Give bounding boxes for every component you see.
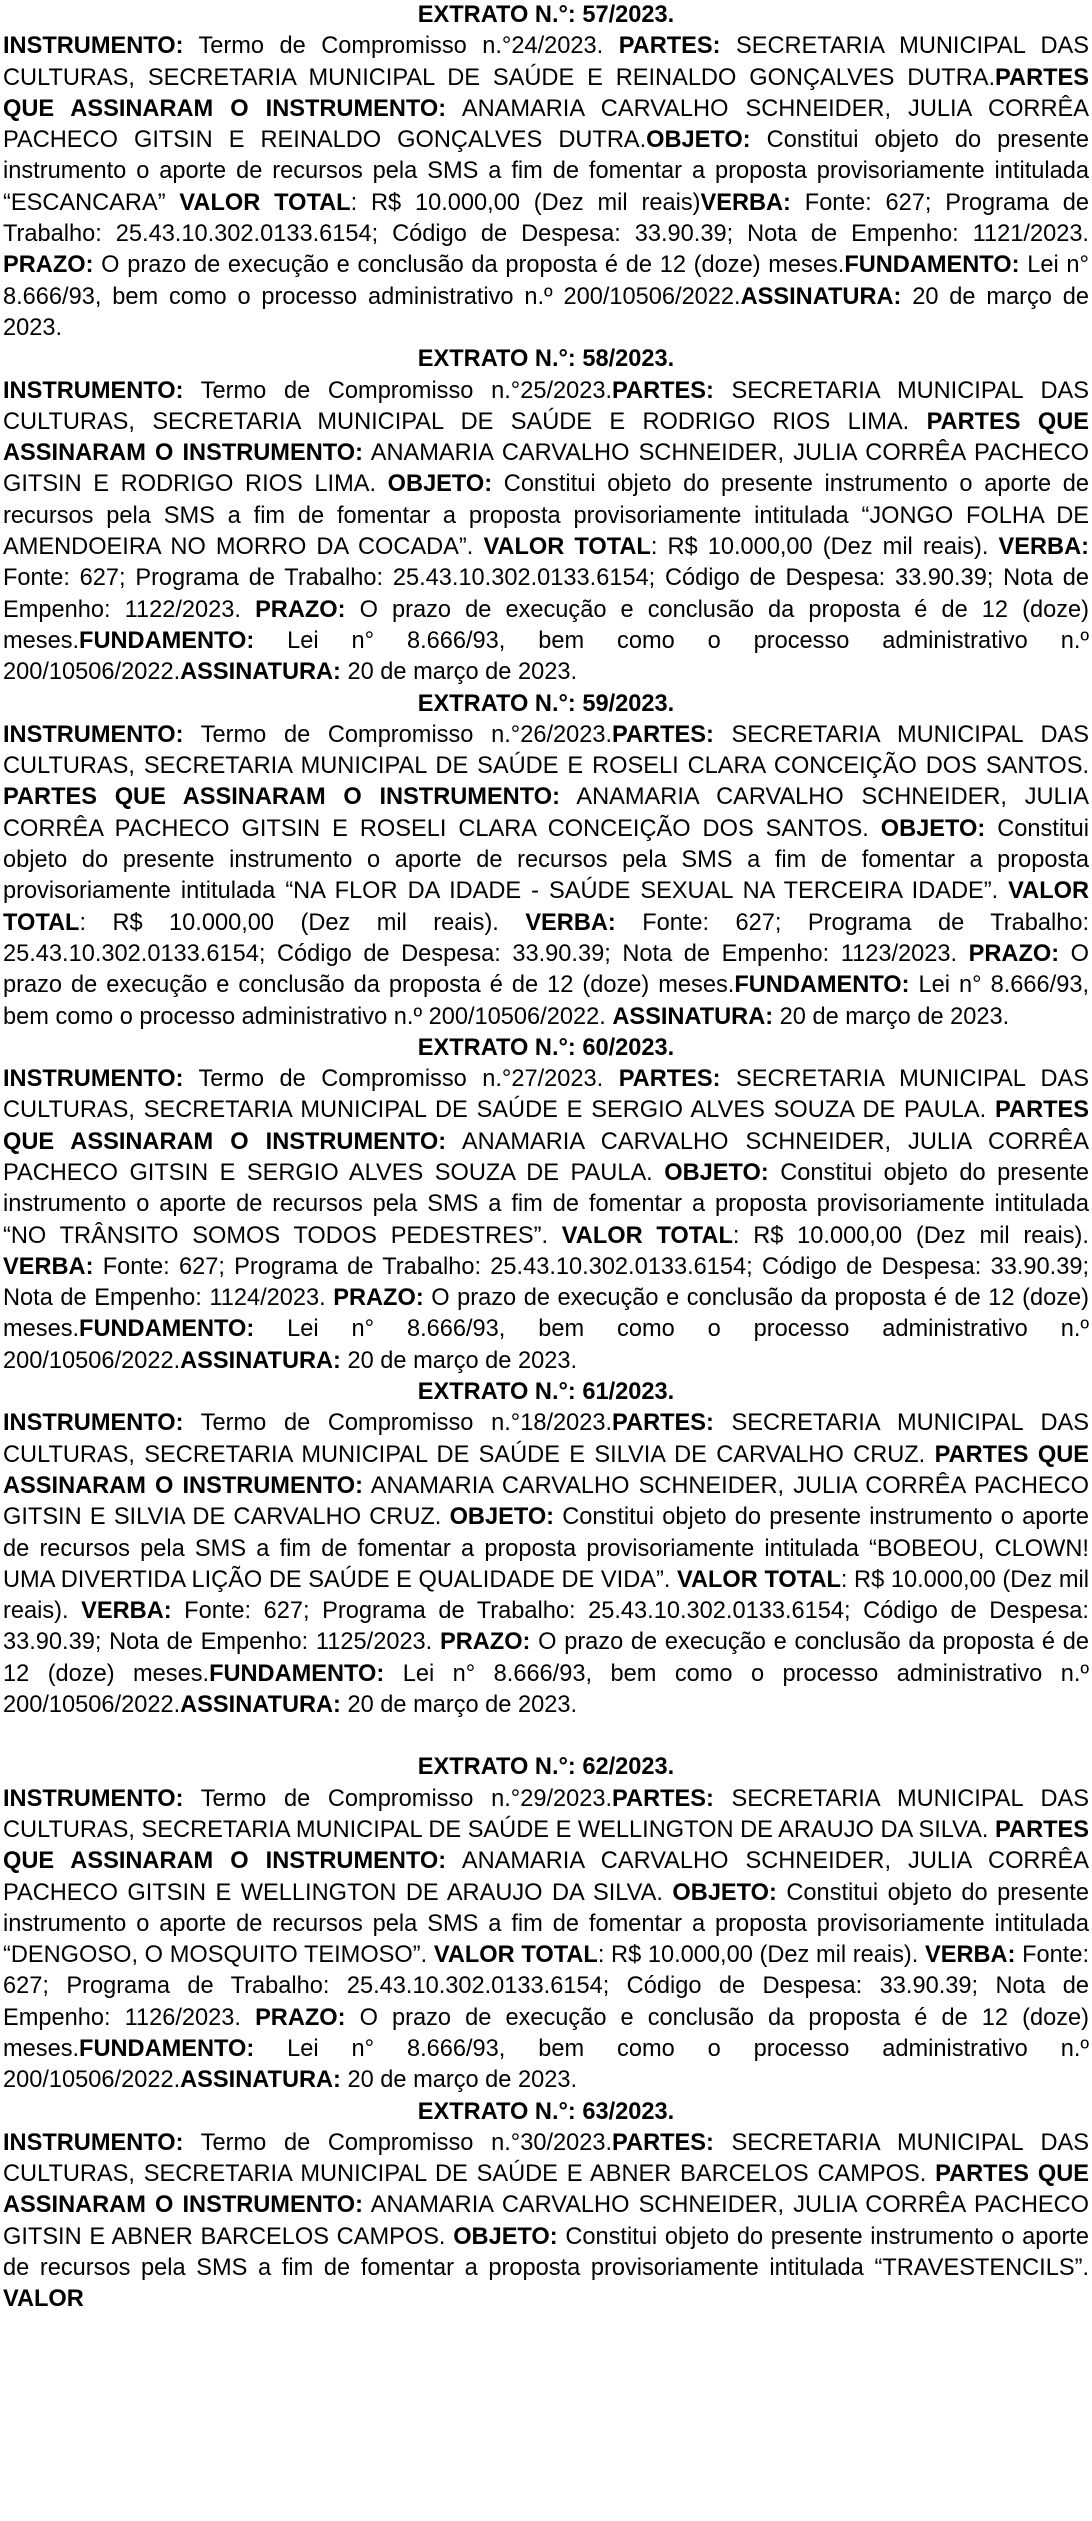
field-text: Lei n° 8.666/93, bem como o processo administrativo n.º 200/10506/2022. xyxy=(3,1316,1089,1374)
field-text: Fonte: 627; Programa de Trabalho: 25.43.10.302.0133.6154; Código de Despesa: 33.90.39; Nota de Empenho: 1122/2023. xyxy=(3,565,1089,623)
field-text: Fonte: 627; Programa de Trabalho: 25.43.10.302.0133.6154; Código de Despesa: 33.90.39; Nota de Empenho: 1126/2023. xyxy=(3,1942,1090,2031)
field-label: OBJETO: xyxy=(672,1879,777,1906)
field-label: PRAZO: xyxy=(255,2004,346,2031)
field-label: PARTES QUE ASSINARAM O INSTRUMENTO: xyxy=(3,1816,1089,1875)
field-label: PRAZO: xyxy=(968,940,1060,967)
field-text: SECRETARIA MUNICIPAL DAS CULTURAS, SECRETARIA MUNICIPAL DE SAÚDE E REINALDO GONÇALVES DUTRA. xyxy=(3,33,1089,91)
field-text: Constitui objeto do presente instrumento o aporte de recursos pela SMS a fim de fomentar a proposta provisoriamente intitulada “ESCANCARA” xyxy=(3,127,1089,216)
field-label: VALOR TOTAL xyxy=(483,534,651,561)
field-label: PARTES QUE ASSINARAM O INSTRUMENTO: xyxy=(3,784,560,811)
field-text: Lei n° 8.666/93, bem como o processo administrativo n.º 200/10506/2022. xyxy=(3,2036,1089,2094)
field-label: PARTES QUE ASSINARAM O INSTRUMENTO: xyxy=(3,408,1089,467)
field-label: PARTES: xyxy=(612,1410,714,1437)
field-text: Termo de Compromisso n.°30/2023. xyxy=(183,2129,613,2156)
field-text: Lei n° 8.666/93, bem como o processo administrativo n.º 200/10506/2022. xyxy=(3,252,1089,310)
field-label: ASSINATURA: xyxy=(180,2067,341,2094)
extrato-title: EXTRATO N.°: 61/2023. xyxy=(417,1379,675,1406)
extrato-title: EXTRATO N.°: 57/2023. xyxy=(417,2,675,28)
extrato-57 xyxy=(3,0,1089,344)
field-label: OBJETO: xyxy=(880,815,986,842)
field-text: Fonte: 627; Programa de Trabalho: 25.43.10.302.0133.6154; Código de Despesa: 33.90.39; Nota de Empenho: 1124/2023. xyxy=(3,1253,1089,1312)
field-label: PARTES QUE ASSINARAM O INSTRUMENTO: xyxy=(3,64,1089,122)
extrato-body xyxy=(3,720,1089,1033)
field-text: SECRETARIA MUNICIPAL DAS CULTURAS, SECRETARIA MUNICIPAL DE SAÚDE E ROSELI CLARA CONCEIÇÃO DOS SANTOS. xyxy=(3,721,1089,780)
extrato-body xyxy=(3,1064,1089,1377)
field-text: Constitui objeto do presente instrumento o aporte de recursos pela SMS a fim de fomentar a proposta provisoriamente intitulada “JONGO FOLHA DE AMENDOEIRA NO MORRO DA COCADA”. xyxy=(3,471,1089,561)
field-text: Termo de Compromisso n.°27/2023. xyxy=(183,1066,619,1093)
field-label: PARTES: xyxy=(612,721,714,748)
field-text: Fonte: 627; Programa de Trabalho: 25.43.10.302.0133.6154; Código de Despesa: 33.90.39; Nota de Empenho: 1123/2023. xyxy=(3,909,1090,967)
field-text: Fonte: 627; Programa de Trabalho: 25.43.10.302.0133.6154; Código de Despesa: 33.90.39; Nota de Empenho: 1121/2023. xyxy=(3,189,1089,248)
field-label: ASSINATURA: xyxy=(180,1692,341,1719)
field-label: INSTRUMENTO: xyxy=(3,1410,184,1437)
field-label: VERBA: xyxy=(700,189,791,216)
field-text: 20 de março de 2023. xyxy=(340,1692,578,1719)
field-label: FUNDAMENTO: xyxy=(79,627,255,654)
field-text: 20 de março de 2023. xyxy=(340,659,578,686)
field-label: INSTRUMENTO: xyxy=(3,1066,184,1093)
field-label: VERBA: xyxy=(81,1598,172,1625)
field-text: Constitui objeto do presente instrumento o aporte de recursos pela SMS a fim de fomentar a proposta provisoriamente intitulada “DENGOSO, O MOSQUITO TEIMOSO”. xyxy=(3,1879,1089,1969)
field-text: ANAMARIA CARVALHO SCHNEIDER, JULIA CORRÊA PACHECO GITSIN E WELLINGTON DE ARAUJO DA SILVA. xyxy=(3,1848,1089,1906)
field-text: Termo de Compromisso n.°24/2023. xyxy=(183,33,619,60)
extrato-59 xyxy=(3,689,1089,1033)
extrato-body xyxy=(3,1408,1089,1721)
field-text: ANAMARIA CARVALHO SCHNEIDER, JULIA CORRÊA PACHECO GITSIN E ABNER BARCELOS CAMPOS. xyxy=(3,2192,1089,2250)
field-label: INSTRUMENTO: xyxy=(3,1785,184,1812)
field-text: SECRETARIA MUNICIPAL DAS CULTURAS, SECRETARIA MUNICIPAL DE SAÚDE E ABNER BARCELOS CAMPOS. xyxy=(3,2129,1089,2188)
field-label: INSTRUMENTO: xyxy=(3,33,184,60)
extrato-body xyxy=(3,2128,1089,2316)
field-text: Constitui objeto do presente instrumento o aporte de recursos pela SMS a fim de fomentar a proposta provisoriamente intitulada “TRAVESTENCILS”. xyxy=(3,2223,1089,2282)
extrato-title: EXTRATO N.°: 60/2023. xyxy=(417,1034,675,1061)
extrato-60 xyxy=(3,1033,1089,1377)
field-label: VERBA: xyxy=(525,909,616,936)
field-label: FUNDAMENTO: xyxy=(79,2036,255,2062)
field-text: 20 de março de 2023. xyxy=(340,2067,578,2094)
field-text: Lei n° 8.666/93, bem como o processo administrativo n.º 200/10506/2022. xyxy=(3,1660,1089,1719)
field-text: Lei n° 8.666/93, bem como o processo administrativo n.º 200/10506/2022. xyxy=(3,972,1089,1030)
field-label: ASSINATURA: xyxy=(612,1003,774,1030)
field-text: 20 de março de 2023. xyxy=(3,283,1089,341)
field-label: OBJETO: xyxy=(453,2223,558,2250)
extrato-title: EXTRATO N.°: 58/2023. xyxy=(417,346,675,373)
field-text: ANAMARIA CARVALHO SCHNEIDER, JULIA CORRÊA PACHECO GITSIN E SILVIA DE CARVALHO CRUZ. xyxy=(3,1472,1089,1531)
field-label: VALOR TOTAL xyxy=(433,1942,598,1969)
field-label: VALOR TOTAL xyxy=(677,1566,841,1593)
field-text: Termo de Compromisso n.°29/2023. xyxy=(183,1785,613,1812)
extrato-58 xyxy=(3,344,1089,688)
field-text: SECRETARIA MUNICIPAL DAS CULTURAS, SECRETARIA MUNICIPAL DE SAÚDE E SERGIO ALVES SOUZA DE PAULA. xyxy=(3,1066,1089,1124)
field-text: Fonte: 627; Programa de Trabalho: 25.43.10.302.0133.6154; Código de Despesa: 33.90.39; Nota de Empenho: 1125/2023. xyxy=(3,1598,1089,1656)
field-text: : R$ 10.000,00 (Dez mil reais). xyxy=(650,534,999,561)
field-text: SECRETARIA MUNICIPAL DAS CULTURAS, SECRETARIA MUNICIPAL DE SAÚDE E WELLINGTON DE ARAUJO DA SILVA. xyxy=(3,1785,1089,1843)
field-label: VERBA: xyxy=(998,534,1089,561)
field-label: VALOR xyxy=(3,2286,84,2313)
field-label: PARTES QUE ASSINARAM O INSTRUMENTO: xyxy=(3,2161,1089,2219)
field-label: OBJETO: xyxy=(664,1159,769,1186)
extrato-body xyxy=(3,376,1089,689)
field-label: PARTES: xyxy=(612,1785,714,1812)
field-label: PRAZO: xyxy=(439,1629,531,1656)
extrato-61 xyxy=(3,1377,1089,1721)
field-text: 20 de março de 2023. xyxy=(773,1003,1010,1030)
field-text: SECRETARIA MUNICIPAL DAS CULTURAS, SECRETARIA MUNICIPAL DE SAÚDE E SILVIA DE CARVALHO CRUZ. xyxy=(3,1410,1089,1468)
field-text: O prazo de execução e conclusão da proposta é de 12 (doze) meses. xyxy=(3,940,1089,999)
field-text: Constitui objeto do presente instrumento o aporte de recursos pela SMS a fim de fomentar a proposta provisoriamente intitulada “BOBEOU, CLOWN! UMA DIVERTIDA LIÇÃO DE SAÚDE E QUALIDADE DE VIDA”. xyxy=(3,1504,1089,1593)
field-label: VERBA: xyxy=(3,1253,94,1280)
field-label: PARTES QUE ASSINARAM O INSTRUMENTO: xyxy=(3,1097,1089,1155)
field-label: PARTES: xyxy=(618,33,721,60)
field-text: : R$ 10.000,00 (Dez mil reais). xyxy=(597,1942,925,1969)
field-text: Termo de Compromisso n.°18/2023. xyxy=(183,1410,613,1437)
field-text: O prazo de execução e conclusão da proposta é de 12 (doze) meses. xyxy=(3,2004,1090,2062)
field-label: VALOR TOTAL xyxy=(561,1222,733,1249)
field-label: VALOR TOTAL xyxy=(179,189,351,216)
field-text: SECRETARIA MUNICIPAL DAS CULTURAS, SECRETARIA MUNICIPAL DE SAÚDE E RODRIGO RIOS LIMA. xyxy=(3,377,1089,435)
field-text: O prazo de execução e conclusão da proposta é de 12 (doze) meses. xyxy=(3,1285,1089,1343)
extrato-63 xyxy=(3,2097,1089,2316)
field-text: O prazo de execução e conclusão da proposta é de 12 (doze) meses. xyxy=(3,596,1090,654)
field-text: Constitui objeto do presente instrumento o aporte de recursos pela SMS a fim de fomentar a proposta provisoriamente intitulada “NO TRÂNSITO SOMOS TODOS PEDESTRES”. xyxy=(3,1159,1089,1249)
field-label: PARTES: xyxy=(612,377,714,404)
field-text: Lei n° 8.666/93, bem como o processo administrativo n.º 200/10506/2022. xyxy=(3,627,1089,686)
field-label: ASSINATURA: xyxy=(180,1347,341,1374)
field-text: Constitui objeto do presente instrumento o aporte de recursos pela SMS a fim de fomentar a proposta provisoriamente intitulada “NA FLOR DA IDADE - SAÚDE SEXUAL NA TERCEIRA IDADE”. xyxy=(3,815,1089,905)
field-text: Termo de Compromisso n.°25/2023. xyxy=(183,377,613,404)
extrato-title: EXTRATO N.°: 63/2023. xyxy=(417,2098,675,2125)
field-label: FUNDAMENTO: xyxy=(79,1316,255,1343)
field-text: O prazo de execução e conclusão da proposta é de 12 (doze) meses. xyxy=(3,1629,1089,1687)
field-label: INSTRUMENTO: xyxy=(3,721,184,748)
field-label: PRAZO: xyxy=(3,252,94,279)
field-text: : R$ 10.000,00 (Dez mil reais). xyxy=(79,909,526,936)
field-text: O prazo de execução e conclusão da proposta é de 12 (doze) meses. xyxy=(93,252,845,279)
field-label: INSTRUMENTO: xyxy=(3,2129,184,2156)
field-label: VERBA: xyxy=(925,1942,1016,1969)
field-label: FUNDAMENTO: xyxy=(209,1660,385,1687)
extrato-body xyxy=(3,31,1089,344)
field-text: ANAMARIA CARVALHO SCHNEIDER, JULIA CORRÊA PACHECO GITSIN E REINALDO GONÇALVES DUTRA. xyxy=(3,95,1089,154)
field-label: OBJETO: xyxy=(646,127,751,154)
field-text: : R$ 10.000,00 (Dez mil reais). xyxy=(732,1222,1089,1249)
extrato-title: EXTRATO N.°: 59/2023. xyxy=(417,690,675,717)
extrato-body xyxy=(3,1784,1089,2097)
extrato-title: EXTRATO N.°: 62/2023. xyxy=(417,1754,675,1781)
field-label: PRAZO: xyxy=(255,596,346,623)
field-label: ASSINATURA: xyxy=(740,283,902,310)
field-label: OBJETO: xyxy=(387,471,493,498)
field-label: PARTES QUE ASSINARAM O INSTRUMENTO: xyxy=(3,1441,1089,1499)
field-label: FUNDAMENTO: xyxy=(734,972,910,999)
field-label: VALOR TOTAL xyxy=(3,878,1089,936)
field-text: : R$ 10.000,00 (Dez mil reais). xyxy=(3,1566,1089,1625)
field-label: INSTRUMENTO: xyxy=(3,377,184,404)
field-text: Termo de Compromisso n.°26/2023. xyxy=(183,721,613,748)
field-text: ANAMARIA CARVALHO SCHNEIDER, JULIA CORRÊA PACHECO GITSIN E RODRIGO RIOS LIMA. xyxy=(3,440,1089,498)
field-label: PARTES: xyxy=(612,2129,714,2156)
field-label: PRAZO: xyxy=(333,1285,424,1312)
field-label: ASSINATURA: xyxy=(180,659,341,686)
field-label: OBJETO: xyxy=(449,1504,555,1531)
field-label: FUNDAMENTO: xyxy=(844,252,1020,279)
field-text: 20 de março de 2023. xyxy=(340,1347,578,1374)
field-text: ANAMARIA CARVALHO SCHNEIDER, JULIA CORRÊA PACHECO GITSIN E SERGIO ALVES SOUZA DE PAULA. xyxy=(3,1128,1089,1186)
field-label: PARTES: xyxy=(618,1066,721,1093)
extrato-62 xyxy=(3,1752,1089,2096)
field-text: : R$ 10.000,00 (Dez mil reais) xyxy=(350,189,701,216)
field-text: ANAMARIA CARVALHO SCHNEIDER, JULIA CORRÊA PACHECO GITSIN E ROSELI CLARA CONCEIÇÃO DOS SANTOS. xyxy=(3,784,1089,842)
